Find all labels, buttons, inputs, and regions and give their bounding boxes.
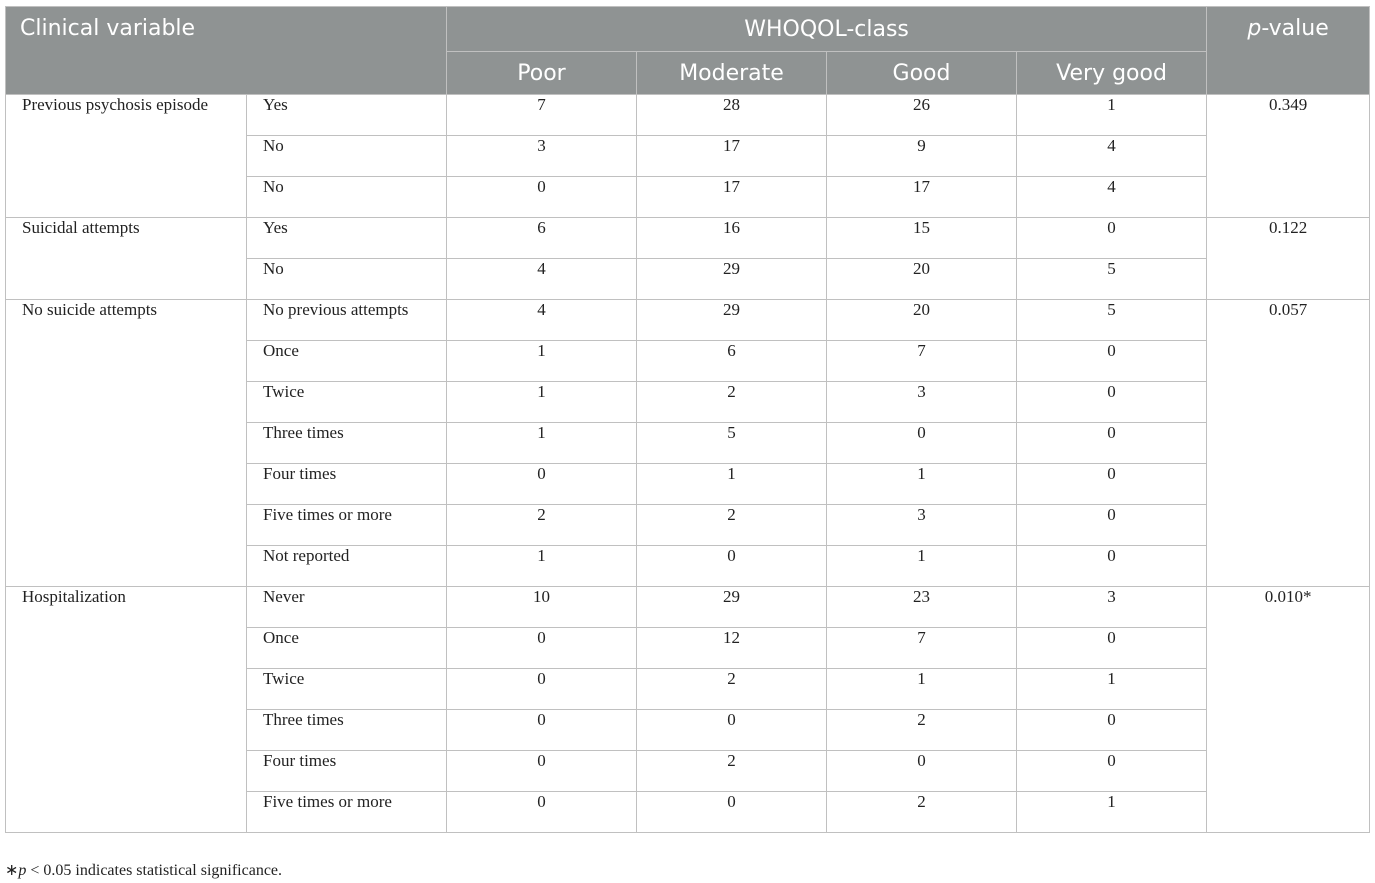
count-cell: 7: [827, 341, 1017, 382]
count-cell: 5: [1017, 300, 1207, 341]
count-cell: 20: [827, 259, 1017, 300]
header-clinical-variable: Clinical variable: [6, 7, 447, 95]
category-label-cell: No: [247, 259, 447, 300]
table-body: [6, 95, 1370, 833]
count-cell: 0: [1017, 218, 1207, 259]
count-cell: 1: [637, 464, 827, 505]
count-cell: 4: [447, 300, 637, 341]
count-cell: 0: [637, 546, 827, 587]
header-class-poor: Poor: [447, 52, 637, 95]
header-p-suffix: -value: [1261, 16, 1329, 41]
count-cell: 20: [827, 300, 1017, 341]
count-cell: 0: [1017, 464, 1207, 505]
count-cell: 15: [827, 218, 1017, 259]
count-cell: 6: [637, 341, 827, 382]
count-cell: 0: [1017, 423, 1207, 464]
count-cell: 0: [637, 710, 827, 751]
header-p-value: [1207, 7, 1370, 95]
footnote: [5, 860, 282, 880]
clinical-variable-cell: Suicidal attempts: [6, 218, 247, 300]
category-label-cell: Five times or more: [247, 792, 447, 833]
count-cell: 26: [827, 95, 1017, 136]
table-row: [6, 95, 1370, 136]
footnote-p: p: [18, 862, 27, 879]
count-cell: 0: [1017, 382, 1207, 423]
count-cell: 2: [827, 792, 1017, 833]
count-cell: 0: [827, 751, 1017, 792]
count-cell: 0: [447, 628, 637, 669]
category-label-cell: Four times: [247, 464, 447, 505]
count-cell: 23: [827, 587, 1017, 628]
table-row: [6, 300, 1370, 341]
count-cell: 3: [1017, 587, 1207, 628]
count-cell: 0: [1017, 710, 1207, 751]
count-cell: 3: [447, 136, 637, 177]
count-cell: 1: [827, 669, 1017, 710]
clinical-variables-table: [5, 6, 1370, 833]
count-cell: 1: [1017, 95, 1207, 136]
clinical-variable-cell: No suicide attempts: [6, 300, 247, 587]
count-cell: 0: [447, 669, 637, 710]
count-cell: 0: [827, 423, 1017, 464]
count-cell: 9: [827, 136, 1017, 177]
category-label-cell: No: [247, 136, 447, 177]
category-label-cell: Never: [247, 587, 447, 628]
count-cell: 17: [827, 177, 1017, 218]
header-class-very-good: Very good: [1017, 52, 1207, 95]
count-cell: 17: [637, 177, 827, 218]
count-cell: 0: [1017, 505, 1207, 546]
count-cell: 29: [637, 300, 827, 341]
count-cell: 2: [637, 669, 827, 710]
count-cell: 3: [827, 382, 1017, 423]
count-cell: 0: [447, 710, 637, 751]
p-value-cell: 0.057: [1207, 300, 1370, 587]
count-cell: 1: [827, 464, 1017, 505]
count-cell: 29: [637, 259, 827, 300]
count-cell: 1: [827, 546, 1017, 587]
table-row: [6, 587, 1370, 628]
count-cell: 1: [447, 341, 637, 382]
category-label-cell: Three times: [247, 423, 447, 464]
count-cell: 29: [637, 587, 827, 628]
count-cell: 1: [447, 546, 637, 587]
category-label-cell: Once: [247, 628, 447, 669]
header-class-moderate: Moderate: [637, 52, 827, 95]
clinical-variable-cell: Previous psychosis episode: [6, 95, 247, 218]
count-cell: 2: [447, 505, 637, 546]
count-cell: 1: [1017, 792, 1207, 833]
count-cell: 5: [637, 423, 827, 464]
count-cell: 4: [1017, 177, 1207, 218]
count-cell: 0: [1017, 341, 1207, 382]
category-label-cell: Five times or more: [247, 505, 447, 546]
count-cell: 0: [1017, 628, 1207, 669]
count-cell: 10: [447, 587, 637, 628]
category-label-cell: Four times: [247, 751, 447, 792]
count-cell: 2: [637, 382, 827, 423]
category-label-cell: Yes: [247, 218, 447, 259]
p-value-cell: 0.349: [1207, 95, 1370, 218]
footnote-marker: ∗: [5, 862, 19, 879]
count-cell: 4: [447, 259, 637, 300]
category-label-cell: Twice: [247, 382, 447, 423]
count-cell: 17: [637, 136, 827, 177]
count-cell: 1: [447, 382, 637, 423]
count-cell: 2: [637, 505, 827, 546]
header-class-good: Good: [827, 52, 1017, 95]
count-cell: 7: [447, 95, 637, 136]
table-row: [6, 218, 1370, 259]
count-cell: 0: [1017, 546, 1207, 587]
category-label-cell: Not reported: [247, 546, 447, 587]
count-cell: 0: [447, 464, 637, 505]
category-label-cell: Yes: [247, 95, 447, 136]
p-value-cell: 0.122: [1207, 218, 1370, 300]
count-cell: 5: [1017, 259, 1207, 300]
count-cell: 1: [1017, 669, 1207, 710]
count-cell: 0: [1017, 751, 1207, 792]
category-label-cell: No previous attempts: [247, 300, 447, 341]
count-cell: 6: [447, 218, 637, 259]
count-cell: 0: [447, 751, 637, 792]
count-cell: 12: [637, 628, 827, 669]
count-cell: 3: [827, 505, 1017, 546]
header-p-italic: p: [1247, 16, 1262, 41]
count-cell: 28: [637, 95, 827, 136]
count-cell: 7: [827, 628, 1017, 669]
count-cell: 0: [447, 177, 637, 218]
category-label-cell: Once: [247, 341, 447, 382]
count-cell: 0: [447, 792, 637, 833]
footnote-text: < 0.05 indicates statistical significance.: [26, 862, 283, 879]
count-cell: 0: [637, 792, 827, 833]
count-cell: 4: [1017, 136, 1207, 177]
count-cell: 16: [637, 218, 827, 259]
clinical-variable-cell: Hospitalization: [6, 587, 247, 833]
count-cell: 1: [447, 423, 637, 464]
category-label-cell: Three times: [247, 710, 447, 751]
p-value-cell: 0.010*: [1207, 587, 1370, 833]
category-label-cell: Twice: [247, 669, 447, 710]
table-header: [6, 7, 1370, 95]
count-cell: 2: [827, 710, 1017, 751]
count-cell: 2: [637, 751, 827, 792]
category-label-cell: No: [247, 177, 447, 218]
header-whoqol-class: WHOQOL-class: [447, 7, 1207, 52]
